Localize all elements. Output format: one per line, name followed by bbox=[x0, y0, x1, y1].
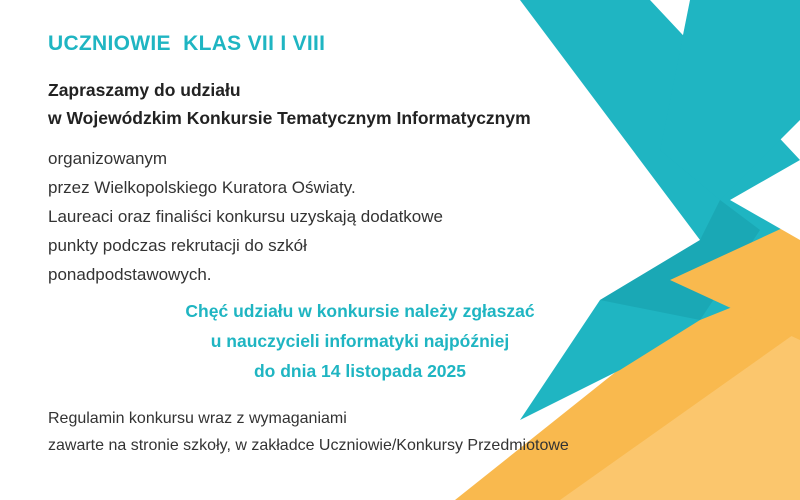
description-line: przez Wielkopolskiego Kuratora Oświaty. bbox=[48, 178, 356, 197]
invitation-text bbox=[48, 76, 531, 132]
description-text bbox=[48, 144, 443, 289]
deadline-line: u nauczycieli informatyki najpóźniej bbox=[210, 331, 510, 351]
description-line: Laureaci oraz finaliści konkursu uzyskają dodatkowe bbox=[48, 207, 443, 226]
rules-line: zawarte na stronie szkoły, w zakładce Uczniowie/Konkursy Przedmiotowe bbox=[48, 437, 569, 454]
description-line: ponadpodstawowych. bbox=[48, 265, 212, 284]
description-line: organizowanym bbox=[48, 149, 168, 168]
deadline-line: Chęć udziału w konkursie należy zgłaszać bbox=[185, 301, 535, 321]
rules-line: Regulamin konkursu wraz z wymaganiami bbox=[48, 410, 347, 427]
deadline-line: do dnia 14 listopada 2025 bbox=[253, 361, 467, 381]
invitation-line: w Wojewódzkim Konkursie Tematycznym Informatycznym bbox=[48, 108, 531, 128]
invitation-line: Zapraszamy do udziału bbox=[48, 80, 241, 100]
deadline-notice bbox=[0, 296, 720, 386]
rules-info bbox=[48, 405, 569, 459]
poster-heading: UCZNIOWIE KLAS VII I VIII bbox=[48, 32, 326, 55]
description-line: punkty podczas rekrutacji do szkół bbox=[48, 236, 307, 255]
